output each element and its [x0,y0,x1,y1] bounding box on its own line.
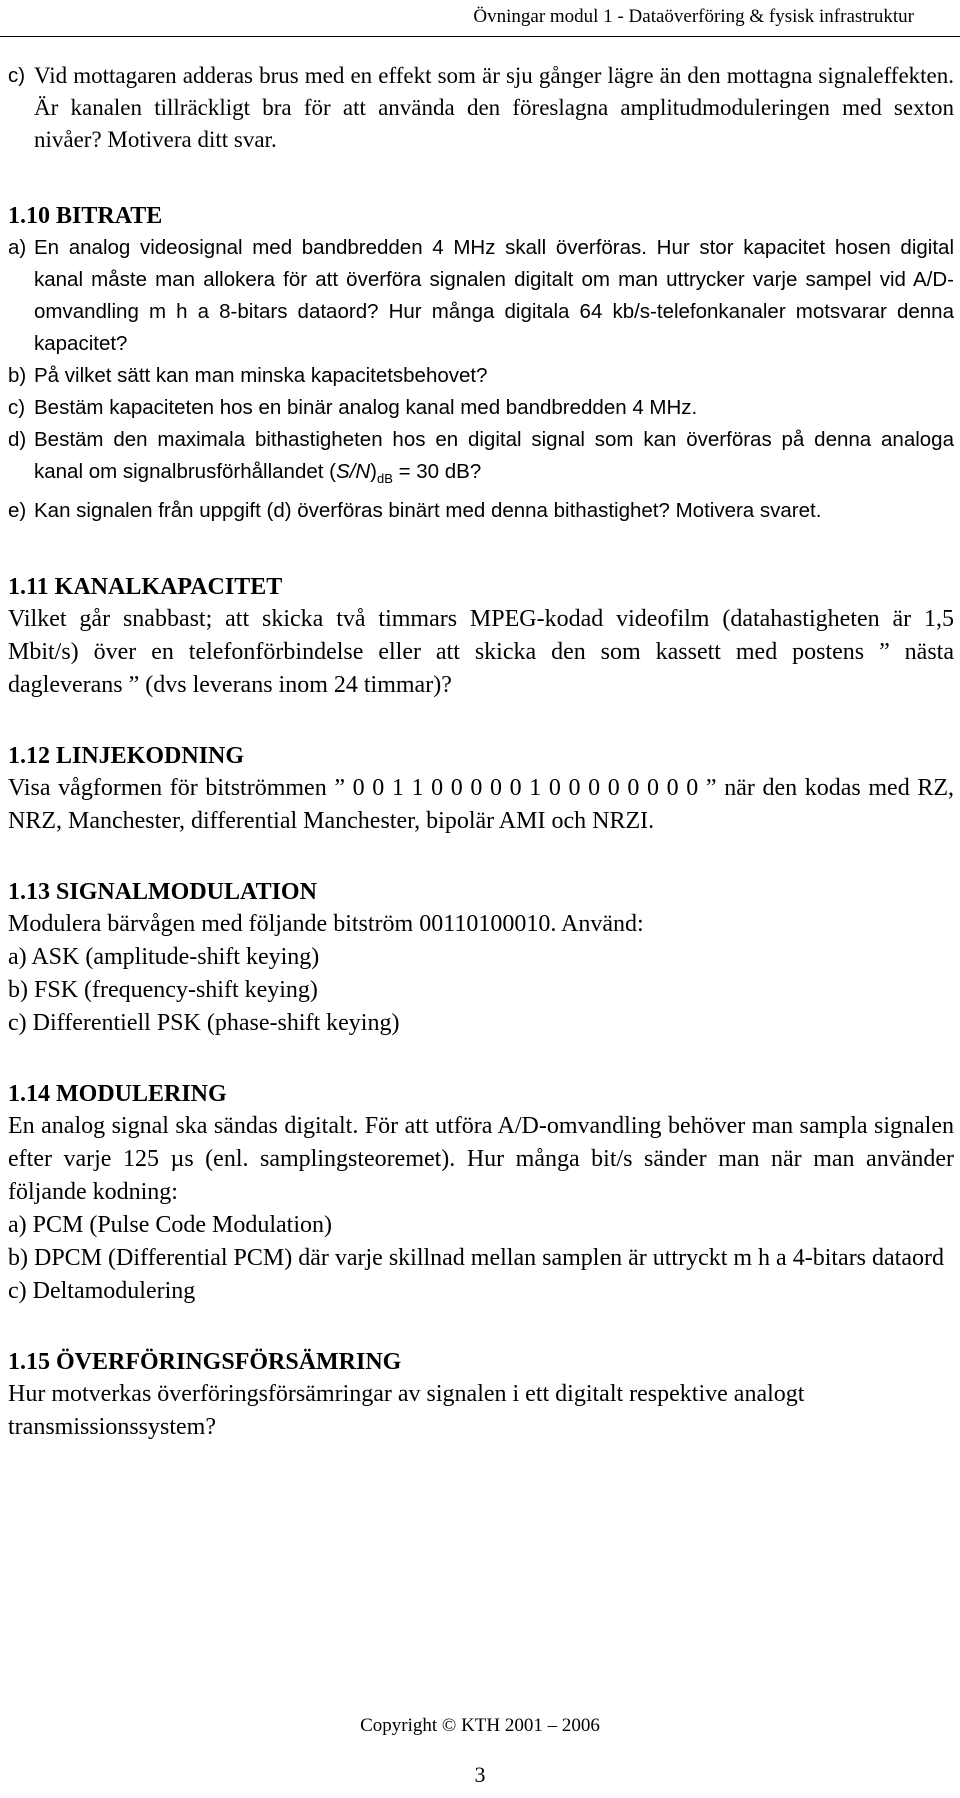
db-subscript: dB [377,471,393,487]
item-label: c) [8,396,26,419]
item-text: En analog videosignal med bandbredden 4 MHz skall överföras. Hur stor kapacitet hosen digital kanal måste man allokera för att överföra signalen digitalt om man uttrycker varje sampel vid A/D-omvandling m h a 8-bitars dataord? Hur många digitala 64 kb/s-telefonkanaler motsvarar denna kapacitet? [34,236,954,355]
section-1-14 [8,1078,954,1308]
section-text: En analog signal ska sändas digitalt. För att utföra A/D-omvandling behöver man sampla signalen efter varje 125 µs (enl. samplingsteoremet). Hur många bit/s sänder man när man använder följande kodning: [8,1113,954,1206]
sn-symbol: S/N [335,460,371,483]
page-number: 3 [474,1762,486,1787]
item-text: På vilket sätt kan man minska kapacitetsbehovet? [34,364,488,387]
item-text-part: Bestäm den maximala bithastigheten hos en digital signal som kan överföras på denna analoga kanal om signalbrusförhållandet ( [34,428,954,483]
section-title: 1.10 BITRATE [8,203,163,229]
section-line: Modulera bärvågen med följande bitström 00110100010. Använd: [8,911,644,938]
document-body [8,60,954,1444]
section-1-15 [8,1346,954,1444]
section-line: a) PCM (Pulse Code Modulation) [8,1212,332,1239]
item-label: e) [8,499,27,523]
section-title: 1.11 KANALKAPACITET [8,574,283,601]
item-text: Bestäm kapaciteten hos en binär analog kanal med bandbredden 4 MHz. [34,396,698,419]
page-header [0,2,960,37]
section-1-10 [8,200,954,527]
section-text: Visa vågformen för bitströmmen ” 0 0 1 1 0 0 0 0 0 1 0 0 0 0 0 0 0 0 ” när den kodas med RZ, NRZ, Manchester, differential Manchester, bipolär AMI och NRZI. [8,775,954,835]
section-text: Vilket går snabbast; att skicka två timmars MPEG-kodad videofilm (datahastigheten är 1,5 Mbit/s) över en telefonförbindelse eller att skicka den som kassett med postens ” nästa dagleverans ” (dvs leverans inom 24 timmar)? [8,606,954,699]
item-label: b) [8,364,27,387]
item-text-part: = 30 dB? [392,460,482,483]
section-line: a) ASK (amplitude-shift keying) [8,944,320,971]
close-paren: ) [370,460,377,483]
section-title: 1.14 MODULERING [8,1081,227,1108]
section-line: c) Differentiell PSK (phase-shift keying) [8,1010,400,1037]
section-title: 1.13 SIGNALMODULATION [8,879,317,906]
item-label: a) [8,236,27,259]
item-label: c) [8,64,26,87]
copyright-footer: Copyright © KTH 2001 – 2006 [360,1715,600,1736]
section-title: 1.12 LINJEKODNING [8,743,245,770]
section-line: c) Deltamodulering [8,1278,196,1305]
item-text [34,424,954,495]
section-1-13 [8,876,954,1040]
intro-question [8,60,954,156]
section-line: b) DPCM (Differential PCM) där varje skillnad mellan samplen är uttryckt m h a 4-bitars dataord [8,1245,944,1272]
section-line: b) FSK (frequency-shift keying) [8,977,318,1004]
section-title: 1.15 ÖVERFÖRINGSFÖRSÄMRING [8,1349,402,1376]
section-1-12 [8,740,954,838]
section-text: Hur motverkas överföringsförsämringar av signalen i ett digitalt respektive analogt transmissionssystem? [8,1381,805,1441]
item-label: d) [8,428,27,451]
header-title: Övningar modul 1 - Dataöverföring & fysisk infrastruktur [473,6,914,27]
section-1-11 [8,571,954,702]
item-text: Kan signalen från uppgift (d) överföras binärt med denna bithastighet? Motivera svaret. [34,499,822,523]
intro-text: Vid mottagaren adderas brus med en effekt som är sju gånger lägre än den mottagna signaleffekten. Är kanalen tillräckligt bra för att använda den föreslagna amplitudmoduleringen med sexton nivåer? Motivera ditt svar. [34,63,954,152]
